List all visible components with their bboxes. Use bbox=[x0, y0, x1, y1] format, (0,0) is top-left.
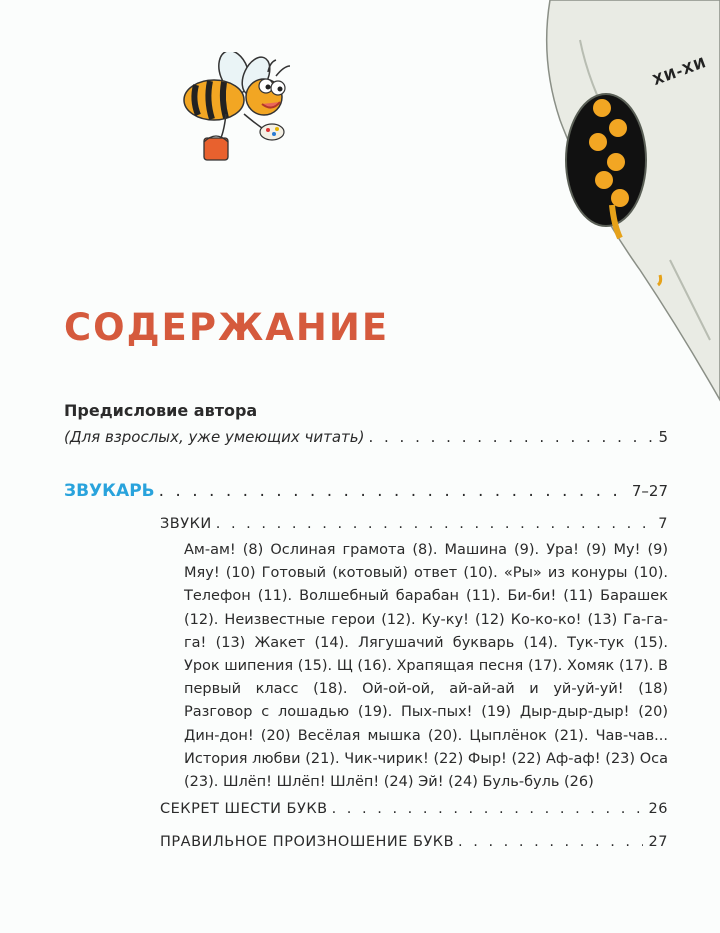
dot-leader bbox=[368, 428, 652, 446]
preface-heading: Предисловие автора bbox=[64, 401, 258, 420]
dot-leader bbox=[332, 801, 643, 817]
toc-entry-zvuki[interactable] bbox=[160, 516, 668, 532]
preface-subtitle: (Для взрослых, уже умеющих читать) bbox=[64, 428, 365, 446]
speech-text: ХИ-ХИ bbox=[650, 54, 709, 90]
page-number: 5 bbox=[658, 428, 668, 446]
entries-list: Ам-ам! (8) Ослиная грамота (8). Машина (9). Ура! (9) Му! (9) Мяу! (10) Готовый (котовый) ответ (10). «Ры» из конуры (10). Телефон (11). Волшебный барабан (11). Би-би! (11) Барашек (12). Неизвестные герои (12). Ку-ку! (12) Ко-ко-ко! (13) Га-га-га! (13) Жакет (14). Лягушачий букварь (14). Тук-тук (15). Урок шипения (15). Щ (16). Храпящая песня (17). Хомяк (17). В первый класс (18). Ой-ой-ой, ай-ай-ай и уй-уй-уй! (18) Разговор с лошадью (19). Пых-пых! (19) Дыр-дыр-дыр! (20) Дин-дон! (20) Весёлая мышка (20). Цыплёнок (21). Чав-чав... История любви (21). Чик-чирик! (22) Фыр! (22) Аф-аф! (23) Оса (23). Шлёп! Шлёп! Шлёп! (24) Эй! (24) Буль-буль (26) bbox=[184, 542, 668, 791]
page-range: 7–27 bbox=[631, 482, 668, 500]
dot-leader bbox=[216, 516, 653, 532]
bee-icon bbox=[176, 52, 316, 182]
toc-entry-zvukar[interactable] bbox=[64, 481, 668, 501]
section-title: ЗВУКАРЬ bbox=[64, 481, 155, 501]
toc-entry-pronunciation[interactable] bbox=[160, 834, 668, 850]
subsection-title: ЗВУКИ bbox=[160, 516, 212, 532]
dot-leader bbox=[159, 481, 626, 501]
toc-entry-secret[interactable] bbox=[160, 801, 668, 817]
dot-leader bbox=[458, 834, 643, 850]
subsection-title: ПРАВИЛЬНОЕ ПРОИЗНОШЕНИЕ БУКВ bbox=[160, 834, 455, 850]
page-title: СОДЕРЖАНИЕ bbox=[64, 306, 390, 349]
page-number: 26 bbox=[648, 801, 668, 817]
subsection-title: СЕКРЕТ ШЕСТИ БУКВ bbox=[160, 801, 328, 817]
page-number: 7 bbox=[658, 516, 668, 532]
toc-entry-preface[interactable] bbox=[64, 428, 668, 446]
page-number: 27 bbox=[648, 834, 668, 850]
